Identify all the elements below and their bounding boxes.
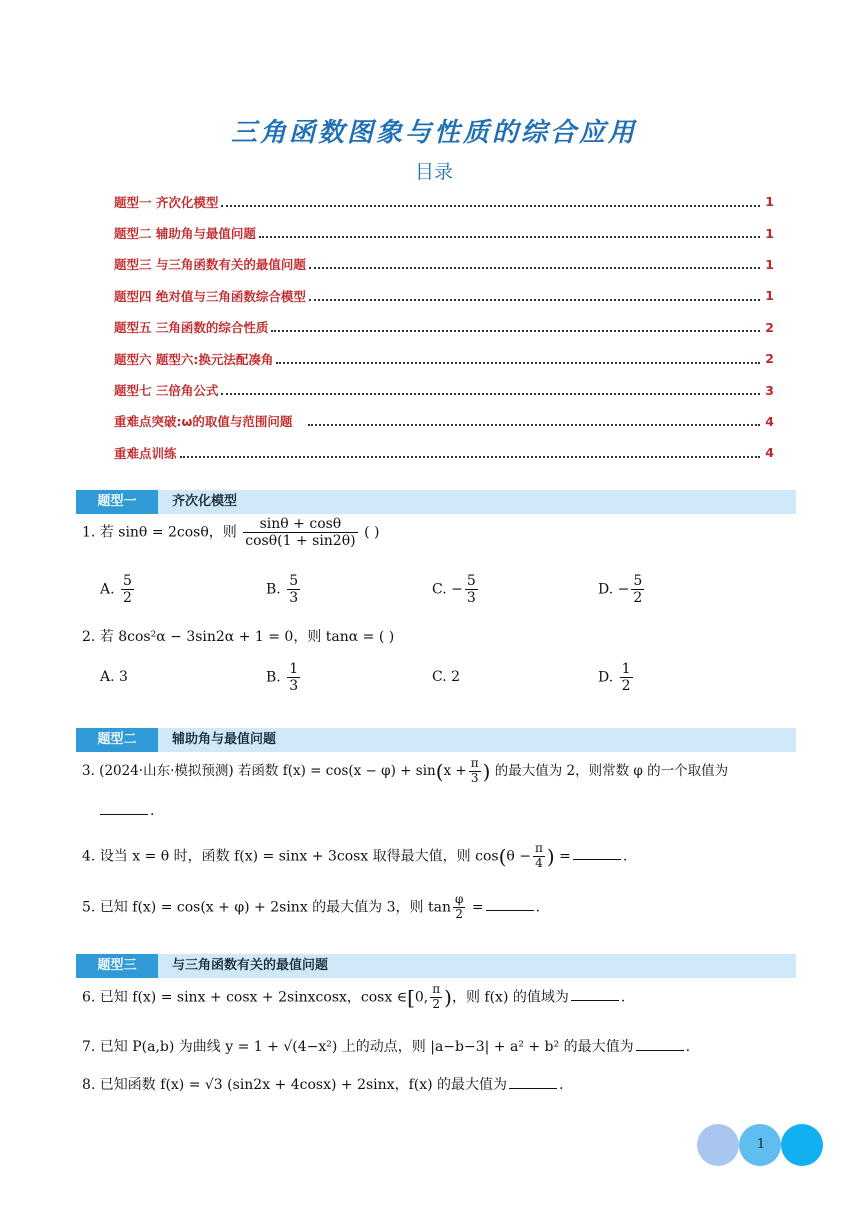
toc-leader (221, 393, 760, 395)
choice-label: D. (598, 581, 614, 598)
answer-blank[interactable] (486, 900, 534, 911)
period: . (150, 803, 155, 819)
fraction-numerator: 1 (289, 661, 299, 677)
fraction (469, 757, 481, 786)
fraction (287, 661, 300, 694)
choice-d[interactable] (598, 661, 635, 694)
section-name: 辅助角与最值问题 (172, 732, 277, 747)
toc-item-page: 1 (765, 256, 774, 272)
fraction-numerator: sinθ + cosθ (243, 516, 357, 533)
fraction-numerator: 5 (633, 573, 643, 589)
question-4 (82, 842, 627, 871)
section-header-1 (76, 490, 796, 514)
fraction-denominator: 2 (455, 906, 463, 921)
choice-label: D. (598, 669, 614, 686)
choice-value: 3 (119, 669, 128, 685)
section-tag: 题型二 (76, 728, 158, 752)
toc-leader (259, 236, 760, 238)
fraction (453, 893, 465, 922)
choice-d[interactable] (598, 573, 646, 606)
toc-item-label: 题型七 三倍角公式 (114, 383, 219, 399)
question-1 (82, 516, 379, 549)
paren-open: ( (435, 759, 444, 784)
paren-close: ) (546, 844, 555, 869)
answer-blank[interactable] (571, 990, 619, 1001)
toc-item-label: 重难点突破:ω的取值与范围问题 (114, 414, 293, 430)
question-7 (82, 1039, 690, 1056)
question-stem: 7. 已知 P(a,b) 为曲线 y = 1 + √(4−x²) 上的动点，则 |a−b−3| + a² + b² 的最大值为 (82, 1039, 634, 1055)
choice-sign: − (451, 581, 463, 598)
period: . (535, 899, 541, 916)
toc-item[interactable] (114, 343, 774, 374)
choice-a[interactable] (100, 669, 128, 685)
question-stem: 1. 若 sinθ = 2cosθ，则 (82, 524, 237, 541)
choice-a[interactable] (100, 573, 136, 606)
toc-item[interactable] (114, 406, 774, 437)
toc-leader (271, 330, 760, 332)
toc-leader (180, 456, 760, 458)
period: . (622, 848, 628, 865)
page-decor-circle-left (697, 1124, 739, 1166)
answer-paren: ( ) (364, 524, 380, 541)
period: . (559, 1077, 564, 1093)
choice-b[interactable] (266, 661, 302, 694)
answer-blank[interactable] (573, 849, 621, 860)
fraction-denominator: 2 (633, 590, 643, 607)
period: . (685, 1039, 691, 1055)
paren-open: ( (498, 844, 507, 869)
fraction-denominator: 3 (289, 678, 299, 695)
question-2 (82, 629, 394, 646)
fraction-numerator: 5 (289, 573, 299, 589)
fraction (465, 573, 478, 606)
toc-item-page: 2 (765, 351, 774, 367)
choice-label: A. (100, 581, 115, 598)
toc-item[interactable] (114, 217, 774, 248)
question-8 (82, 1077, 563, 1094)
fraction (243, 516, 357, 549)
toc-heading: 目录 (414, 161, 453, 183)
paren-close: ) (444, 985, 452, 1010)
toc-item-label: 重难点训练 (114, 445, 177, 461)
toc-item-label: 题型一 齐次化模型 (114, 194, 219, 210)
toc-item-page: 4 (765, 413, 774, 429)
equals-sign: = (559, 848, 571, 865)
toc-item[interactable] (114, 249, 774, 280)
question-tail: 的最大值为 2，则常数 φ 的一个取值为 (494, 762, 729, 779)
toc-item-page: 4 (765, 445, 774, 461)
toc-item[interactable] (114, 312, 774, 343)
question-stem: 3. (2024·山东·模拟预测) 若函数 f(x) = cos(x − φ) + sin (82, 762, 436, 779)
fraction (121, 573, 134, 606)
toc-leader (309, 267, 760, 269)
choice-label: C. (432, 581, 447, 598)
choice-label: A. (100, 669, 115, 685)
question-stem: 6. 已知 f(x) = sinx + cosx + 2sinxcosx，cosx ∈ (82, 989, 408, 1006)
toc-item-label: 题型四 绝对值与三角函数综合模型 (114, 288, 306, 304)
choice-c[interactable] (432, 669, 460, 685)
question-stem: 4. 设当 x = θ 时，函数 f(x) = sinx + 3cosx 取得最大值，则 cos (82, 848, 499, 865)
toc-leader (221, 205, 760, 207)
toc-item-label: 题型三 与三角函数有关的最值问题 (114, 257, 306, 273)
fraction-numerator: 5 (466, 573, 476, 589)
fraction (287, 573, 300, 606)
page-number: 1 (756, 1137, 766, 1152)
toc-item-page: 1 (765, 194, 774, 210)
toc-item-page: 3 (765, 382, 774, 398)
answer-blank[interactable] (636, 1040, 684, 1051)
question-6 (82, 983, 625, 1012)
question-3 (82, 757, 728, 786)
fraction-numerator: 1 (621, 661, 631, 677)
toc-item-label: 题型二 辅助角与最值问题 (114, 226, 256, 242)
fraction-denominator: 2 (621, 678, 631, 695)
equals-sign: = (471, 899, 484, 916)
toc-item-label: 题型六 题型六:换元法配凑角 (114, 351, 274, 367)
toc-item[interactable] (114, 374, 774, 405)
toc-item-page: 1 (765, 288, 774, 304)
question-stem: 8. 已知函数 f(x) = √3 (sin2x + 4cosx) + 2sinx，f(x) 的最大值为 (82, 1077, 508, 1093)
fraction-denominator: 2 (432, 996, 441, 1011)
choice-label: B. (266, 669, 281, 686)
toc-item[interactable] (114, 186, 774, 217)
fraction (430, 983, 442, 1012)
choice-b[interactable] (266, 573, 302, 606)
fraction (620, 661, 633, 694)
fraction-numerator: 5 (123, 573, 132, 589)
question-stem: 2. 若 8cos²α − 3sin2α + 1 = 0，则 tanα = ( ) (82, 629, 395, 645)
fraction (533, 842, 545, 871)
section-tag: 题型三 (76, 954, 158, 978)
fraction-denominator: 3 (289, 590, 299, 607)
answer-blank[interactable] (100, 804, 148, 815)
toc-item[interactable] (114, 280, 774, 311)
toc-leader (308, 424, 760, 426)
toc-item[interactable] (114, 437, 774, 468)
choice-label: C. (432, 669, 447, 685)
toc-item-page: 2 (765, 319, 774, 335)
paren-close: ) (482, 759, 491, 784)
section-header-3 (76, 954, 796, 978)
page-decor-circle-right (781, 1124, 823, 1166)
fraction-denominator: 2 (123, 590, 132, 607)
fraction-denominator: 3 (466, 590, 476, 607)
choice-sign: − (617, 581, 630, 598)
question-3-answer (82, 803, 154, 820)
bracket-open: [ (407, 985, 415, 1010)
section-header-2 (76, 728, 796, 752)
section-name: 与三角函数有关的最值问题 (172, 958, 329, 973)
choice-label: B. (266, 581, 281, 598)
period: . (620, 989, 626, 1006)
fraction-numerator: π (432, 982, 441, 996)
question-5 (82, 893, 540, 922)
fraction-lead: x + (443, 762, 467, 779)
interval-lead: 0, (414, 989, 429, 1006)
toc-item-label: 题型五 三角函数的综合性质 (114, 320, 269, 336)
fraction-denominator: 4 (535, 855, 543, 870)
answer-blank[interactable] (509, 1078, 557, 1089)
question-tail: ，则 f(x) 的值域为 (451, 989, 569, 1006)
choice-value: 2 (451, 669, 461, 685)
question-stem: 5. 已知 f(x) = cos(x + φ) + 2sinx 的最大值为 3，则 tan (82, 899, 451, 916)
toc-leader (309, 299, 760, 301)
section-name: 齐次化模型 (172, 494, 238, 509)
section-tag: 题型一 (76, 490, 158, 514)
choice-c[interactable] (432, 573, 480, 606)
toc-leader (276, 362, 760, 364)
fraction (631, 573, 644, 606)
fraction-denominator: cosθ(1 + sin2θ) (245, 533, 356, 550)
fraction-numerator: π (534, 841, 543, 855)
toc-item-page: 1 (765, 225, 774, 241)
table-of-contents (114, 186, 774, 469)
fraction-denominator: 3 (470, 770, 479, 785)
fraction-numerator: φ (454, 892, 464, 906)
document-title: 三角函数图象与性质的综合应用 (230, 118, 637, 148)
fraction-numerator: π (470, 756, 479, 770)
fraction-lead: θ − (506, 848, 531, 865)
